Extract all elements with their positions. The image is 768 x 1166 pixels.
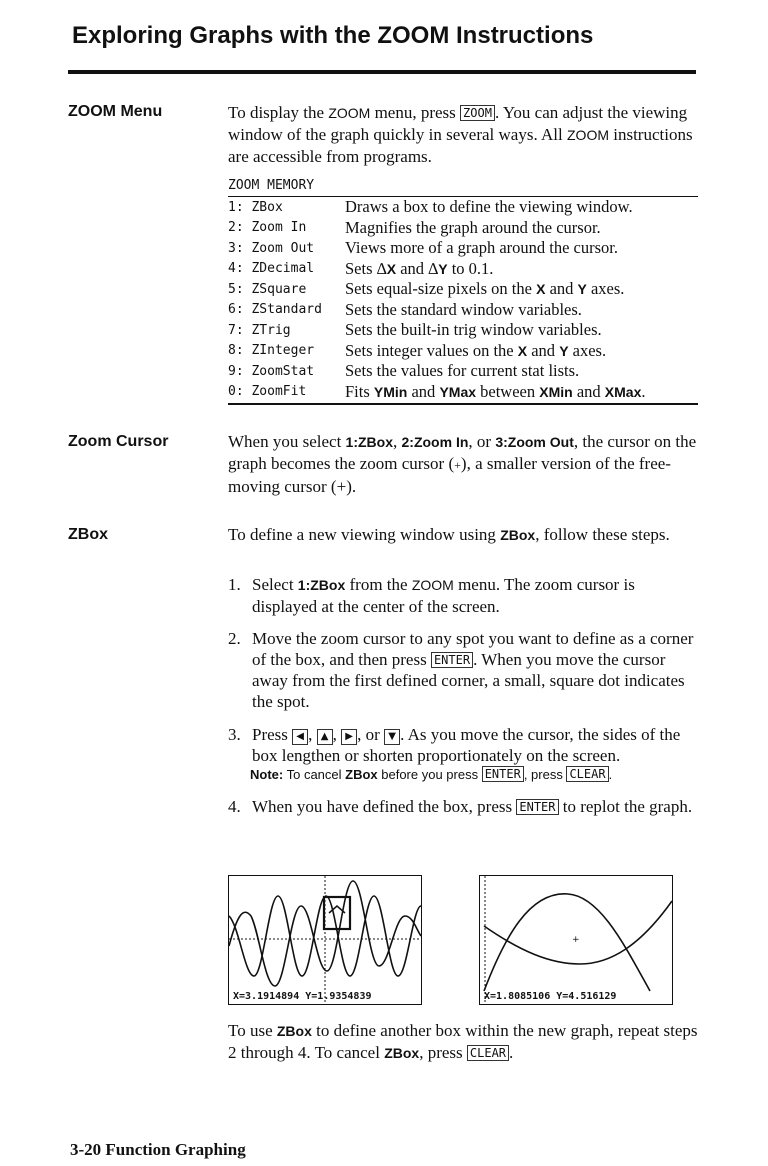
calc-screen-replotted: [479, 875, 673, 1005]
screen2-readout: X=1.8085106 Y=4.516129: [484, 991, 617, 1002]
page-footer: 3-20 Function Graphing: [70, 1140, 246, 1159]
zbox-outro: To use ZBox to define another box within the new graph, repeat steps 2 through 4. To cancel ZBox, press CLEAR .: [228, 1021, 698, 1062]
zbox-step-4: 4. When you have defined the box, press ENTER to replot the graph.: [228, 797, 693, 816]
graph-replotted: [480, 876, 672, 1004]
zoom-menu-title: ZOOM MEMORY: [228, 176, 698, 197]
menu-item-zbox: 1: ZBox Draws a box to define the viewing window.: [228, 197, 633, 217]
zbox-note: Note: To cancel ZBox before you press ENTER , press CLEAR .: [250, 767, 613, 782]
zoom-menu-table: [228, 176, 698, 405]
graph-zbox: [229, 876, 421, 1004]
menu-item-zoomfit: 0: ZoomFit Fits YMin and YMax between XMin and XMax.: [228, 381, 646, 401]
zbox-intro: To define a new viewing window using ZBox, follow these steps.: [228, 525, 670, 544]
zoom-cursor-heading: Zoom Cursor: [68, 433, 169, 450]
zbox-step-1: 1. Select 1:ZBox from the ZOOM menu. The zoom cursor is displayed at the center of the screen.: [228, 575, 635, 616]
right-arrow-key-icon: ▶: [341, 729, 357, 745]
menu-bottom-rule: [228, 403, 698, 405]
left-arrow-key-icon: ◀: [292, 729, 308, 745]
free-cursor-icon: +: [336, 477, 347, 496]
up-arrow-key-icon: ▲: [317, 729, 333, 745]
step4-enter-key: ENTER: [516, 799, 558, 815]
menu-item-zoom-in: 2: Zoom In Magnifies the graph around the cursor.: [228, 217, 601, 237]
note-clear-key: CLEAR: [566, 766, 608, 782]
down-arrow-key-icon: ▼: [384, 729, 400, 745]
note-enter-key: ENTER: [482, 766, 524, 782]
zoom-cursor-icon: +: [454, 458, 461, 472]
screen1-readout: X=3.1914894 Y=1.9354839: [233, 991, 372, 1002]
outro-clear-key: CLEAR: [467, 1045, 509, 1061]
svg-text:+: +: [572, 935, 580, 945]
title-rule: [68, 70, 696, 74]
zoom-menu-heading: ZOOM Menu: [68, 103, 163, 120]
zoom-cursor-text: When you select 1:ZBox, 2:Zoom In, or 3:Zoom Out, the cursor on the graph becomes the zoom cursor (+), a smaller version of the free-moving cursor (+).: [228, 432, 697, 496]
zbox-heading: ZBox: [68, 526, 108, 543]
zoom-menu-intro: To display the ZOOM menu, press ZOOM . You can adjust the viewing window of the graph quickly in several ways. All ZOOM instructions are accessible from programs.: [228, 103, 693, 166]
menu-item-zsquare: 5: ZSquare Sets equal-size pixels on the X and Y axes.: [228, 279, 625, 299]
page-title: Exploring Graphs with the ZOOM Instructions: [72, 22, 594, 49]
menu-item-zoom-out: 3: Zoom Out Views more of a graph around the cursor.: [228, 238, 619, 258]
zoom-key: ZOOM: [460, 105, 495, 121]
menu-item-zdecimal: 4: ZDecimal Sets ∆X and ∆Y to 0.1.: [228, 258, 494, 278]
zbox-step-2: 2. Move the zoom cursor to any spot you want to define as a corner of the box, and then press ENTER . When you move the cursor away from the first defined corner, a small, square dot indicates the spot.: [228, 629, 694, 711]
menu-item-zinteger: 8: ZInteger Sets integer values on the X and Y axes.: [228, 340, 607, 360]
enter-key: ENTER: [431, 652, 473, 668]
menu-item-zstandard: 6: ZStandard Sets the standard window variables.: [228, 299, 582, 319]
zbox-step-3: 3. Press ◀ , ▲ , ▶ , or ▼ . As you move the cursor, the sides of the box lengthen or shorten proportionately on the screen.: [228, 725, 681, 765]
menu-item-ztrig: 7: ZTrig Sets the built-in trig window variables.: [228, 320, 602, 340]
menu-item-zoomstat: 9: ZoomStat Sets the values for current stat lists.: [228, 361, 580, 381]
calc-screen-zbox: [228, 875, 422, 1005]
